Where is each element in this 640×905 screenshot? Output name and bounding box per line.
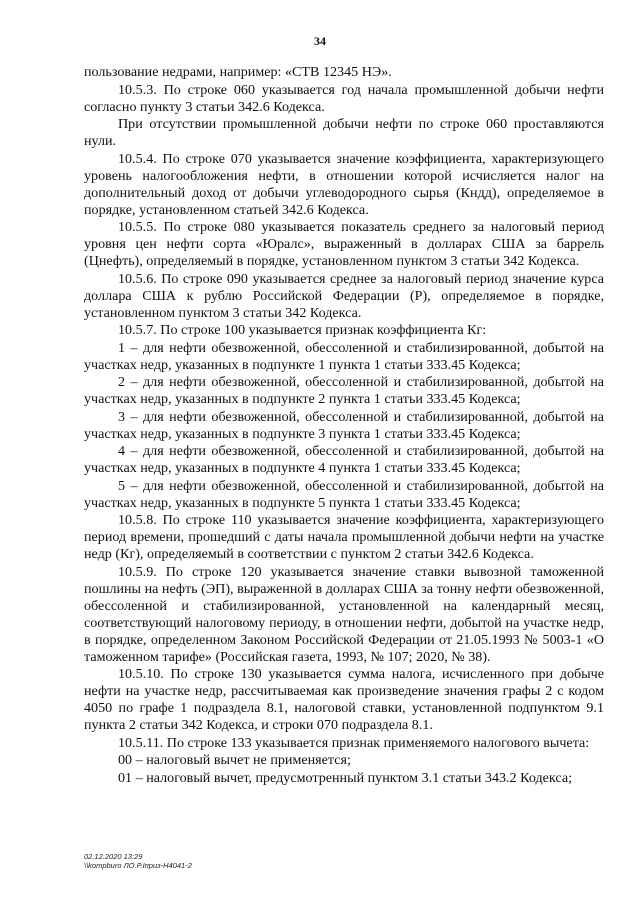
paragraph: 10.5.7. По строке 100 указывается признак коэффициента Кг: (118, 322, 487, 338)
paragraph: 5 – для нефти обезвоженной, обессоленной и стабилизированной, добытой на участках недр, указанных в подпункте 5 пункта 1 статьи 333.45 Кодекса; (84, 477, 604, 511)
paragraph: 1 – для нефти обезвоженной, обессоленной и стабилизированной, добытой на участках недр, указанных в подпункте 1 пункта 1 статьи 333.45 Кодекса; (84, 339, 604, 373)
paragraph: пользование недрами, например: «СТВ 12345 НЭ». (84, 64, 392, 80)
paragraph: 10.5.8. По строке 110 указывается значение коэффициента, характеризующего период времени, прошедший с даты начала промышленной добычи нефти на участке недр (Кг), определяемый в соответствии с пунктом 2 статьи 342.6 Кодекса. (84, 512, 604, 562)
document-body (84, 64, 604, 787)
paragraph: 3 – для нефти обезвоженной, обессоленной и стабилизированной, добытой на участках недр, указанных в подпункте 3 пункта 1 статьи 333.45 Кодекса; (84, 408, 604, 442)
footer-file-path: \\kompburo ЛО.Р.Іприз-Н4041-2 (84, 861, 192, 870)
paragraph: 10.5.3. По строке 060 указывается год начала промышленной добычи нефти согласно пункту 3 статьи 342.6 Кодекса. (84, 81, 604, 115)
paragraph: 10.5.5. По строке 080 указывается показатель среднего за налоговый период уровня цен нефти сорта «Юралс», выраженный в долларах США за баррель (Цнефть), определяемый в порядке, установленном пунктом 3 статьи 342 Кодекса. (84, 219, 604, 269)
footer-timestamp: 02.12.2020 13:29 (84, 852, 143, 861)
paragraph: 10.5.10. По строке 130 указывается сумма налога, исчисленного при добыче нефти на участке недр, рассчитываемая как произведение значения графы 2 с кодом 4050 по графе 1 подраздела 8.1, налоговой ставки, установленной подпунктом 9.1 пункта 2 статьи 342 Кодекса, и строки 070 подраздела 8.1. (84, 666, 604, 733)
paragraph: 10.5.9. По строке 120 указывается значение ставки вывозной таможенной пошлины на нефть (ЭП), выраженной в долларах США за тонну нефти обезвоженной, обессоленной и стабилизированной, установленной на календарный месяц, соответствующий налоговому периоду, в отношении нефти, добытой на участке недр, в порядке, определенном Законом Российской Федерации от 21.05.1993 № 5003-1 «О таможенном тарифе» (Российская газета, 1993, № 107; 2020, № 38). (84, 563, 604, 665)
paragraph: 00 – налоговый вычет не применяется; (118, 752, 351, 768)
paragraph: 10.5.11. По строке 133 указывается признак применяемого налогового вычета: (118, 734, 590, 751)
paragraph: 10.5.6. По строке 090 указывается среднее за налоговый период значение курса доллара США к рублю Российской Федерации (Р), определяемое в порядке, установленном пунктом 3 статьи 342 Кодекса. (84, 270, 604, 321)
paragraph: 10.5.4. По строке 070 указывается значение коэффициента, характеризующего уровень налогообложения нефти, в отношении которой исчисляется налог на дополнительный доход от добычи углеводородного сырья (Кндд), определяемое в порядке, установленном статьей 342.6 Кодекса. (84, 150, 604, 218)
paragraph: 01 – налоговый вычет, предусмотренный пунктом 3.1 статьи 343.2 Кодекса; (118, 769, 572, 786)
paragraph: 4 – для нефти обезвоженной, обессоленной и стабилизированной, добытой на участках недр, указанных в подпункте 4 пункта 1 статьи 333.45 Кодекса; (84, 443, 604, 476)
paragraph: При отсутствии промышленной добычи нефти по строке 060 проставляются нули. (84, 116, 604, 149)
page-number: 34 (314, 34, 326, 48)
paragraph: 2 – для нефти обезвоженной, обессоленной и стабилизированной, добытой на участках недр, указанных в подпункте 2 пункта 1 статьи 333.45 Кодекса; (84, 374, 604, 407)
document-footer (84, 852, 192, 870)
